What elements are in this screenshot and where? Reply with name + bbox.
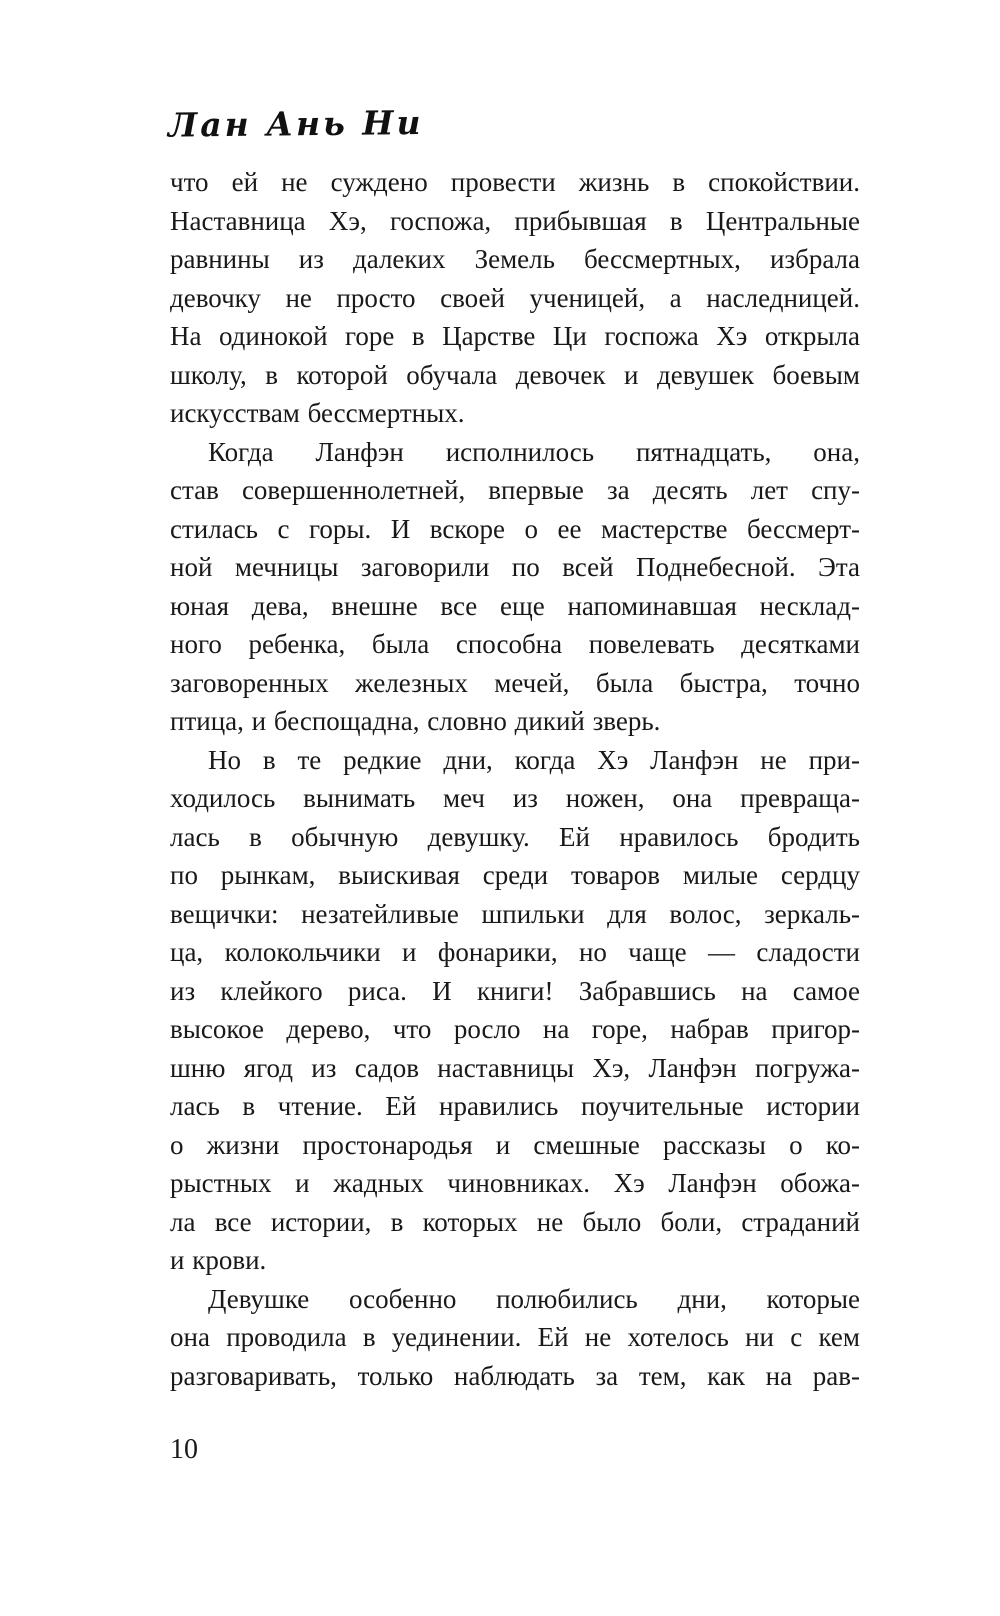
page-number: 10 — [170, 1434, 198, 1465]
text-line: юная дева, внешне все еще напоминавшая несклад- — [170, 590, 860, 621]
text-line: став совершеннолетней, впервые за десять лет спу- — [170, 475, 860, 505]
text-line: Наставница Хэ, госпожа, прибывшая в Центральные — [170, 205, 860, 236]
text-line: она проводила в уединении. Ей не хотелось ни с кем — [170, 1322, 860, 1352]
text-line: ной мечницы заговорили по всей Поднебесной. Эта — [170, 552, 860, 582]
text-line: девочку не просто своей ученицей, а наследницей. — [170, 282, 860, 313]
text-line: о жизни простонародья и смешные рассказы о ко- — [170, 1129, 860, 1160]
text-line: ходилось вынимать меч из ножен, она превраща- — [170, 783, 860, 813]
text-line: лась в обычную девушку. Ей нравилось бродить — [170, 821, 860, 852]
text-line: ного ребенка, была способна повелевать десятками — [170, 629, 860, 659]
paragraph — [170, 163, 860, 433]
text-line: шню ягод из садов наставницы Хэ, Ланфэн погружа- — [170, 1052, 860, 1083]
text-line: искусствам бессмертных. — [170, 398, 465, 428]
text-line: вещички: незатейливые шпильки для волос, зеркаль- — [170, 898, 860, 929]
text-line: лась в чтение. Ей нравились поучительные истории — [170, 1091, 860, 1121]
text-line: ла все истории, в которых не было боли, страданий — [170, 1206, 860, 1237]
text-line: ца, колокольчики и фонарики, но чаще — сладости — [170, 937, 860, 967]
text-line: птица, и беспощадна, словно дикий зверь. — [170, 706, 661, 736]
body-text — [170, 163, 860, 1395]
text-line: Когда Ланфэн исполнилось пятнадцать, она, — [208, 436, 860, 467]
text-line: стилась с горы. И вскоре о ее мастерстве бессмерт- — [170, 513, 860, 544]
text-line: что ей не суждено провести жизнь в спокойствии. — [170, 167, 860, 197]
paragraph — [170, 741, 860, 1280]
text-line: из клейкого риса. И книги! Забравшись на самое — [170, 975, 860, 1006]
text-line: равнины из далеких Земель бессмертных, избрала — [170, 244, 860, 274]
text-line: заговоренных железных мечей, была быстра, точно — [170, 667, 860, 698]
text-line: высокое дерево, что росло на горе, набрав пригор- — [170, 1014, 860, 1044]
text-line: На одинокой горе в Царстве Ци госпожа Хэ открыла — [170, 321, 860, 351]
text-line: Девушке особенно полюбились дни, которые — [208, 1283, 860, 1314]
text-line: по рынкам, выискивая среди товаров милые сердцу — [170, 860, 860, 890]
paragraph — [170, 433, 860, 741]
text-line: разговаривать, только наблюдать за тем, как на рав- — [170, 1360, 860, 1391]
running-head-author: Лан Ань Ни — [167, 102, 424, 145]
text-line: Но в те редкие дни, когда Хэ Ланфэн не при- — [208, 744, 860, 775]
text-line: и крови. — [170, 1245, 267, 1275]
text-line: школу, в которой обучала девочек и девушек боевым — [170, 359, 860, 390]
paragraph — [170, 1280, 860, 1396]
text-line: рыстных и жадных чиновниках. Хэ Ланфэн обожа- — [170, 1168, 860, 1198]
